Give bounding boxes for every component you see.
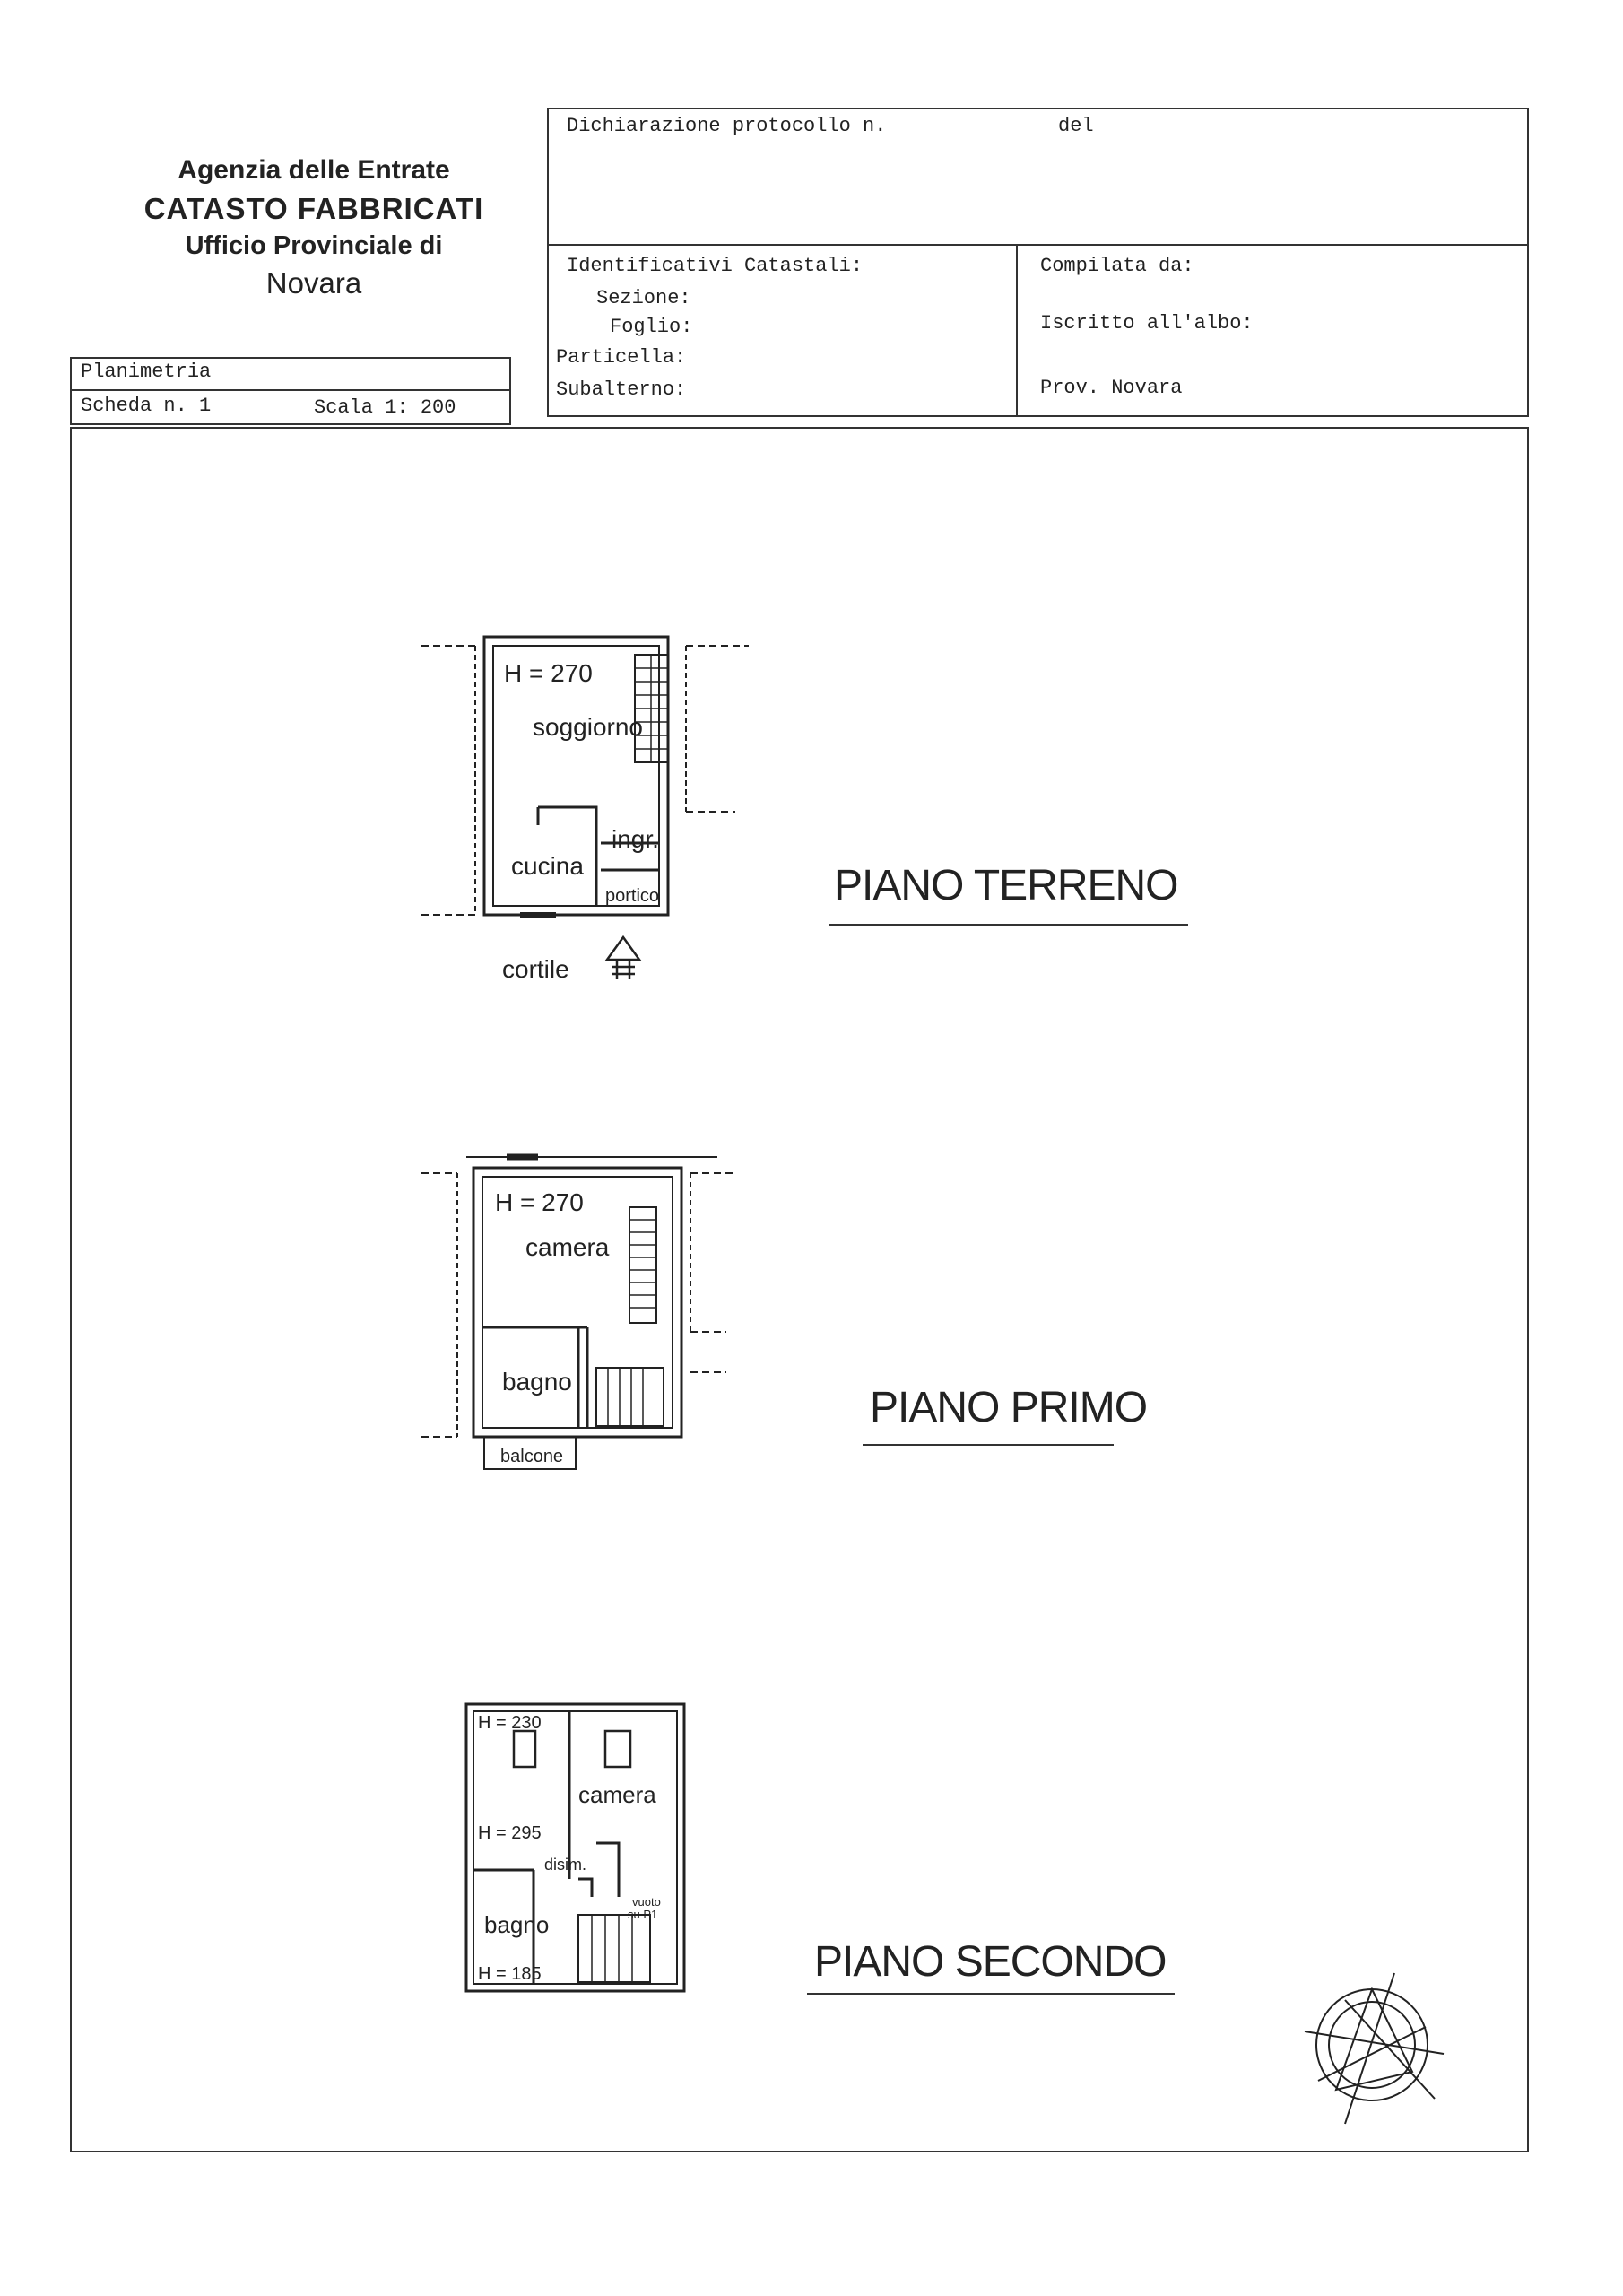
portico-label: portico xyxy=(605,886,660,906)
second-bagno-label: bagno xyxy=(484,1911,550,1938)
ground-floor-plan xyxy=(421,628,762,1004)
agency-header xyxy=(108,152,520,304)
identifiers-title: Identificativi Catastali: xyxy=(567,255,864,277)
entrance-arrow-icon xyxy=(607,937,639,979)
camera-label: camera xyxy=(525,1233,610,1261)
compiler-label: Compilata da: xyxy=(1040,255,1194,277)
h185-label: H = 185 xyxy=(478,1964,542,1984)
province-label: Prov. Novara xyxy=(1040,377,1183,399)
second-floor-underline xyxy=(807,1993,1175,1995)
second-camera-label: camera xyxy=(578,1781,656,1808)
ground-floor-drawing xyxy=(421,628,762,1004)
albo-label: Iscritto all'albo: xyxy=(1040,312,1254,335)
ingresso-label: ingr. xyxy=(612,825,659,853)
del-label: del xyxy=(1058,115,1094,137)
ground-floor-title: PIANO TERRENO xyxy=(834,862,1178,909)
sezione-label: Sezione: xyxy=(596,287,691,309)
foglio-label: Foglio: xyxy=(610,316,693,338)
vuoto-label: vuoto xyxy=(632,1895,661,1909)
cortile-label: cortile xyxy=(502,955,569,983)
subalterno-label: Subalterno: xyxy=(556,378,687,401)
first-floor-title: PIANO PRIMO xyxy=(870,1384,1148,1431)
first-floor-drawing xyxy=(421,1148,762,1507)
soggiorno-label: soggiorno xyxy=(533,713,643,741)
h230-label: H = 230 xyxy=(478,1713,542,1733)
first-floor-plan xyxy=(421,1148,762,1507)
drawing-frame xyxy=(70,427,1529,2152)
plan-scheda: Scheda n. 1 xyxy=(81,395,212,417)
identifier-column-divider xyxy=(1016,244,1018,417)
province-name: Novara xyxy=(265,266,362,300)
office-name: Ufficio Provinciale di xyxy=(185,231,443,261)
first-height-label: H = 270 xyxy=(495,1188,584,1216)
h295-label: H = 295 xyxy=(478,1823,542,1843)
declaration-divider xyxy=(547,244,1529,246)
plan-info-divider xyxy=(70,389,511,391)
protocol-label: Dichiarazione protocollo n. xyxy=(567,115,887,137)
compass-rose xyxy=(1291,1964,1453,2126)
first-floor-underline xyxy=(863,1444,1114,1446)
plan-scale: Scala 1: 200 xyxy=(314,396,456,419)
second-floor-drawing xyxy=(462,1700,695,2005)
agency-name: Agenzia delle Entrate xyxy=(178,155,450,185)
particella-label: Particella: xyxy=(556,346,687,369)
cucina-label: cucina xyxy=(511,852,584,880)
second-floor-title: PIANO SECONDO xyxy=(814,1938,1167,1986)
north-arrow-icon xyxy=(1291,1964,1453,2126)
ground-height-label: H = 270 xyxy=(504,659,593,687)
ground-floor-underline xyxy=(829,924,1188,926)
disimpegno-label: disim. xyxy=(544,1856,587,1874)
balcone-label: balcone xyxy=(500,1447,564,1466)
second-floor-plan xyxy=(462,1700,695,2005)
registry-name: CATASTO FABBRICATI xyxy=(143,191,484,225)
bagno-label: bagno xyxy=(502,1368,572,1396)
su-p1-label: su P1 xyxy=(628,1908,658,1921)
plan-type: Planimetria xyxy=(81,361,212,383)
